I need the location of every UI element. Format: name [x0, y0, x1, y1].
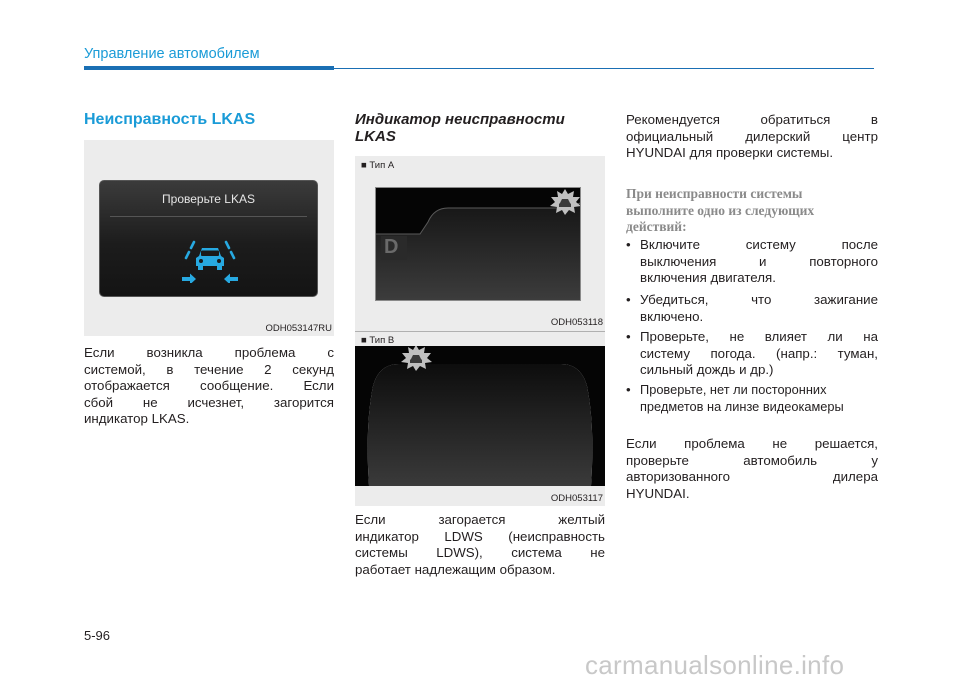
- text-line: официальный дилерский центр: [626, 128, 878, 144]
- header-title: Управление автомобилем: [84, 46, 260, 62]
- type-b-label: ■ Тип В: [361, 335, 395, 346]
- text-line: Убедиться, что зажигание: [640, 292, 878, 307]
- text-line: сбой не исчезнет, загорится: [84, 394, 334, 410]
- text-line: включено.: [640, 308, 704, 324]
- watermark: carmanualsonline.info: [585, 650, 845, 680]
- text-line: Проверьте, не влияет ли на: [640, 329, 878, 344]
- list-item: [626, 329, 878, 379]
- text-line: систему погода. (напр.: туман,: [640, 345, 878, 361]
- title-line: LKAS: [355, 128, 396, 145]
- text-line: HYUNDAI для проверки системы.: [626, 145, 834, 161]
- subheading-line: При неисправности системы: [626, 186, 803, 201]
- header-bar: [84, 66, 334, 70]
- section1-paragraph: [84, 345, 334, 428]
- text-line: Если проблема не решается,: [626, 436, 878, 451]
- cluster-type-b-graphic: [355, 346, 605, 486]
- text-line: Включите систему после: [640, 237, 878, 252]
- text-line: Если загорается желтый: [355, 512, 605, 527]
- bullet-dot: •: [626, 382, 631, 397]
- subheading-line: выполните одно из следующих: [626, 202, 815, 218]
- display-message: Проверьте LKAS: [162, 192, 255, 206]
- lkas-lane-icon: [180, 239, 240, 283]
- section3-outro: [626, 436, 878, 502]
- title-line: Индикатор неисправности: [355, 111, 565, 128]
- text-line: авторизованного дилера: [626, 469, 878, 485]
- display-divider: [110, 216, 307, 217]
- gear-indicator: D: [384, 236, 399, 258]
- list-item: [626, 292, 878, 325]
- cluster-type-b: [355, 346, 605, 486]
- text-line: Рекомендуется обратиться в: [626, 112, 878, 127]
- text-line: выключения и повторного: [640, 253, 878, 269]
- text-line: включения двигателя.: [640, 270, 776, 286]
- text-line: Если возникла проблема с: [84, 345, 334, 360]
- header-rule: [334, 68, 874, 70]
- bullet-dot: •: [626, 329, 631, 344]
- type-b-code: ODH053117: [550, 493, 603, 504]
- cluster-display: [99, 180, 318, 297]
- section2-paragraph: [355, 512, 605, 578]
- text-line: системой, в течение 2 секунд: [84, 361, 334, 377]
- text-line: индикатор LKAS.: [84, 411, 190, 427]
- subheading-actions: [626, 186, 878, 236]
- text-line: сильный дождь и др.): [640, 362, 774, 378]
- subheading-line: действий:: [626, 219, 687, 234]
- type-a-code: ODH053118: [550, 317, 603, 328]
- type-a-label: ■ Тип А: [361, 160, 395, 171]
- text-line: HYUNDAI.: [626, 485, 690, 501]
- section-title-lkas-indicator: [355, 111, 605, 145]
- text-line: Проверьте, нет ли посторонних: [640, 382, 827, 397]
- page-number: 5-96: [84, 628, 111, 643]
- list-item: [626, 382, 878, 415]
- bullet-dot: •: [626, 292, 631, 307]
- figure-lkas-message: [84, 140, 334, 336]
- text-line: отображается сообщение. Если: [84, 378, 334, 394]
- cluster-type-a: [375, 187, 581, 301]
- figure-code: ODH053147RU: [265, 323, 332, 334]
- text-line: проверьте автомобиль у: [626, 452, 878, 468]
- text-line: индикатор LDWS (неисправность: [355, 528, 605, 544]
- lkas-warning-icon: [548, 188, 581, 216]
- text-line: предметов на линзе видеокамеры: [640, 398, 844, 414]
- section3-intro: [626, 112, 878, 162]
- list-item: [626, 237, 878, 287]
- figure-divider: [355, 331, 605, 332]
- text-line: работает надлежащим образом.: [355, 561, 556, 577]
- bullet-dot: •: [626, 237, 631, 252]
- lkas-warning-icon: [399, 346, 433, 372]
- text-line: системы LDWS), система не: [355, 545, 605, 561]
- figure-lkas-indicator: [355, 156, 605, 506]
- section-title-lkas-malfunction: Неисправность LKAS: [84, 111, 256, 128]
